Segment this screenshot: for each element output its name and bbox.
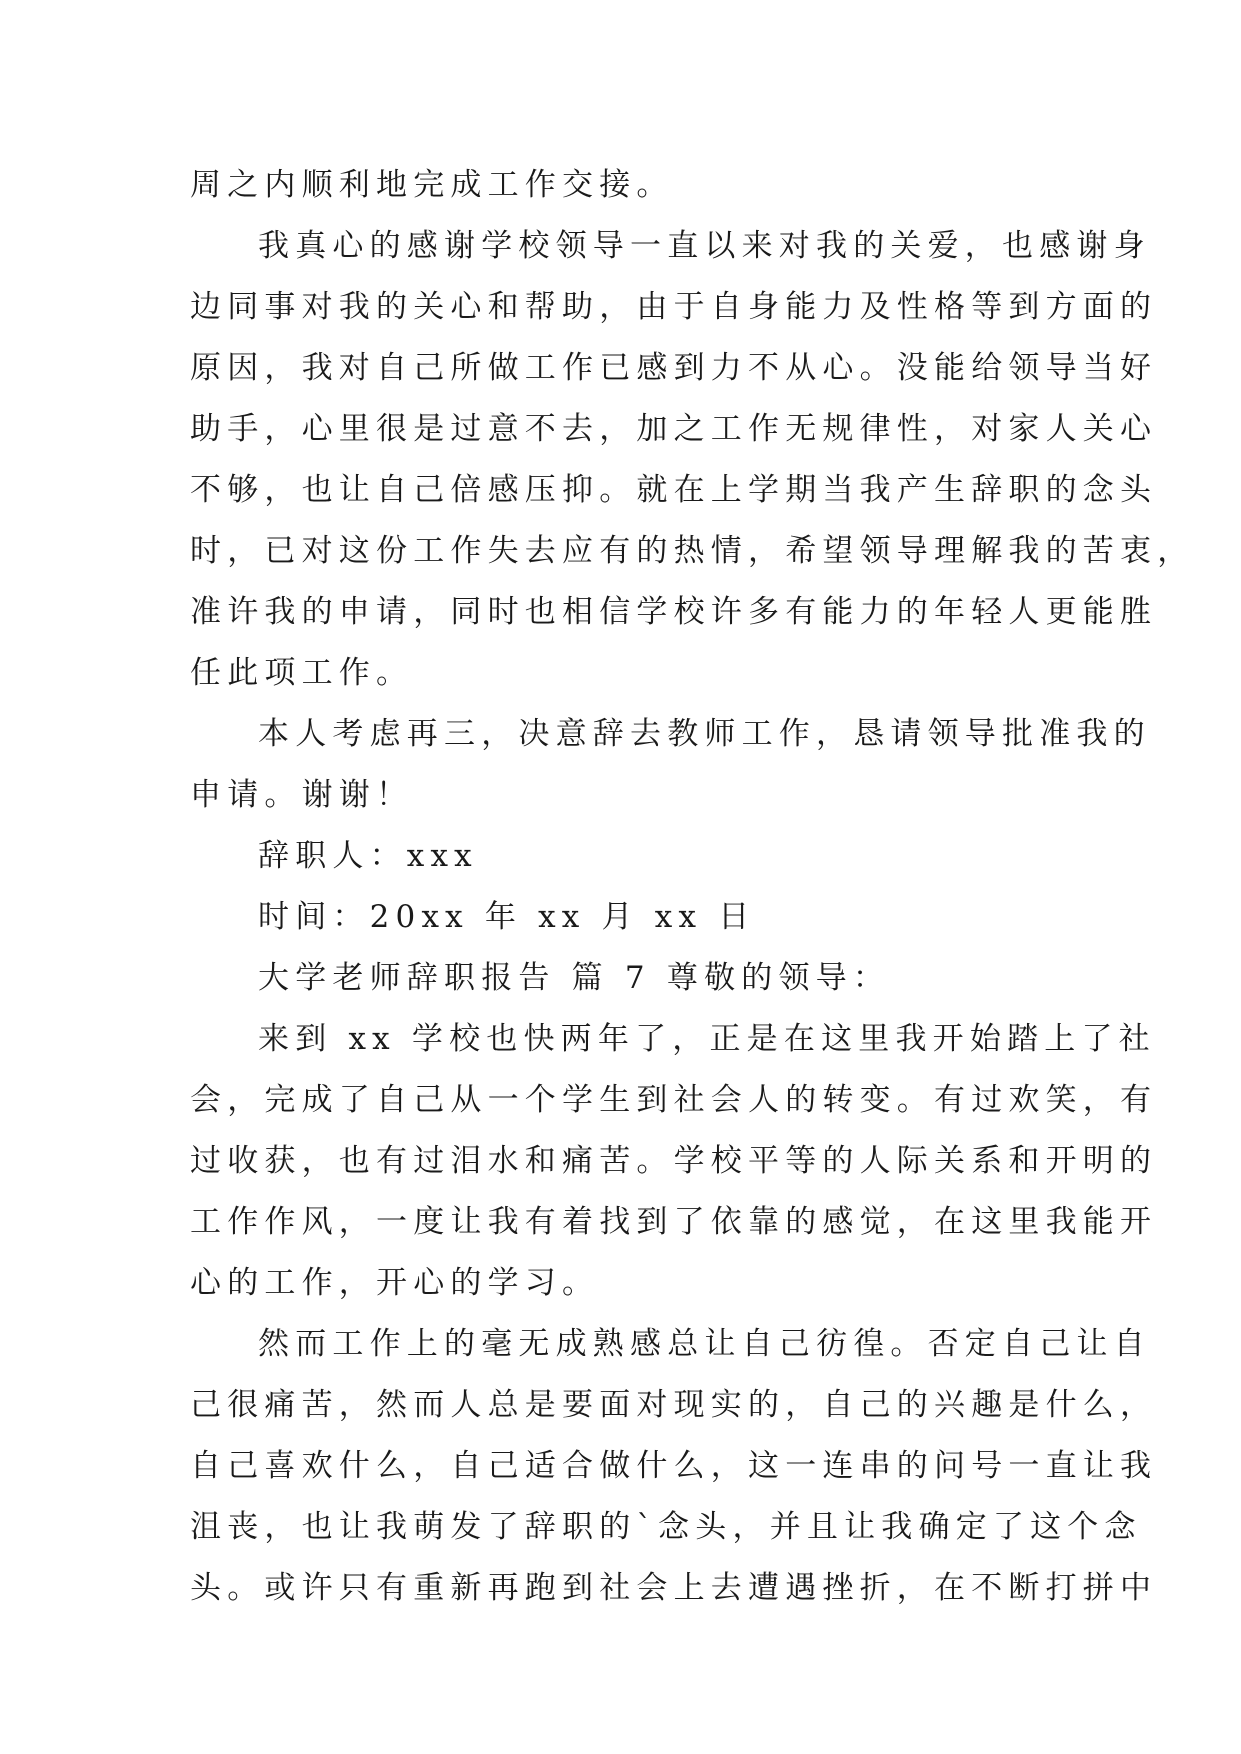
text-line: 己很痛苦，然而人总是要面对现实的，自己的兴趣是什么， bbox=[190, 1387, 1158, 1423]
date-line: 时间：20xx 年 xx 月 xx 日 bbox=[258, 899, 756, 935]
text-line: 本人考虑再三，决意辞去教师工作，恳请领导批准我的 bbox=[258, 716, 1151, 752]
text-line: 周之内顺利地完成工作交接。 bbox=[190, 167, 674, 203]
text-line: 助手，心里很是过意不去，加之工作无规律性，对家人关心 bbox=[190, 411, 1158, 447]
text-line: 过收获，也有过泪水和痛苦。学校平等的人际关系和开明的 bbox=[190, 1143, 1158, 1179]
text-line: 自己喜欢什么，自己适合做什么，这一连串的问号一直让我 bbox=[190, 1448, 1158, 1484]
text-line: 边同事对我的关心和帮助，由于自身能力及性格等到方面的 bbox=[190, 289, 1158, 325]
text-line: 心的工作，开心的学习。 bbox=[190, 1265, 600, 1301]
section-heading: 大学老师辞职报告 篇 7 尊敬的领导： bbox=[258, 960, 891, 996]
text-line: 申请。谢谢！ bbox=[190, 777, 414, 813]
text-line: 头。或许只有重新再跑到社会上去遭遇挫折，在不断打拼中 bbox=[190, 1570, 1158, 1606]
text-line: 原因，我对自己所做工作已感到力不从心。没能给领导当好 bbox=[190, 350, 1158, 386]
text-line: 然而工作上的毫无成熟感总让自己彷徨。否定自己让自 bbox=[258, 1326, 1151, 1362]
text-line: 来到 xx 学校也快两年了，正是在这里我开始踏上了社 bbox=[258, 1021, 1156, 1057]
text-line: 沮丧，也让我萌发了辞职的`念头，并且让我确定了这个念 bbox=[190, 1509, 1142, 1545]
signature-line: 辞职人：xxx bbox=[258, 838, 478, 874]
text-line: 任此项工作。 bbox=[190, 655, 414, 691]
text-line: 准许我的申请，同时也相信学校许多有能力的年轻人更能胜 bbox=[190, 594, 1158, 630]
document-page bbox=[190, 155, 1195, 1619]
text-line: 不够，也让自己倍感压抑。就在上学期当我产生辞职的念头 bbox=[190, 472, 1158, 508]
text-line: 会，完成了自己从一个学生到社会人的转变。有过欢笑，有 bbox=[190, 1082, 1158, 1118]
text-line: 工作作风，一度让我有着找到了依靠的感觉，在这里我能开 bbox=[190, 1204, 1158, 1240]
text-line: 我真心的感谢学校领导一直以来对我的关爱，也感谢身 bbox=[258, 228, 1151, 264]
text-line: 时，已对这份工作失去应有的热情，希望领导理解我的苦衷， bbox=[190, 533, 1195, 569]
